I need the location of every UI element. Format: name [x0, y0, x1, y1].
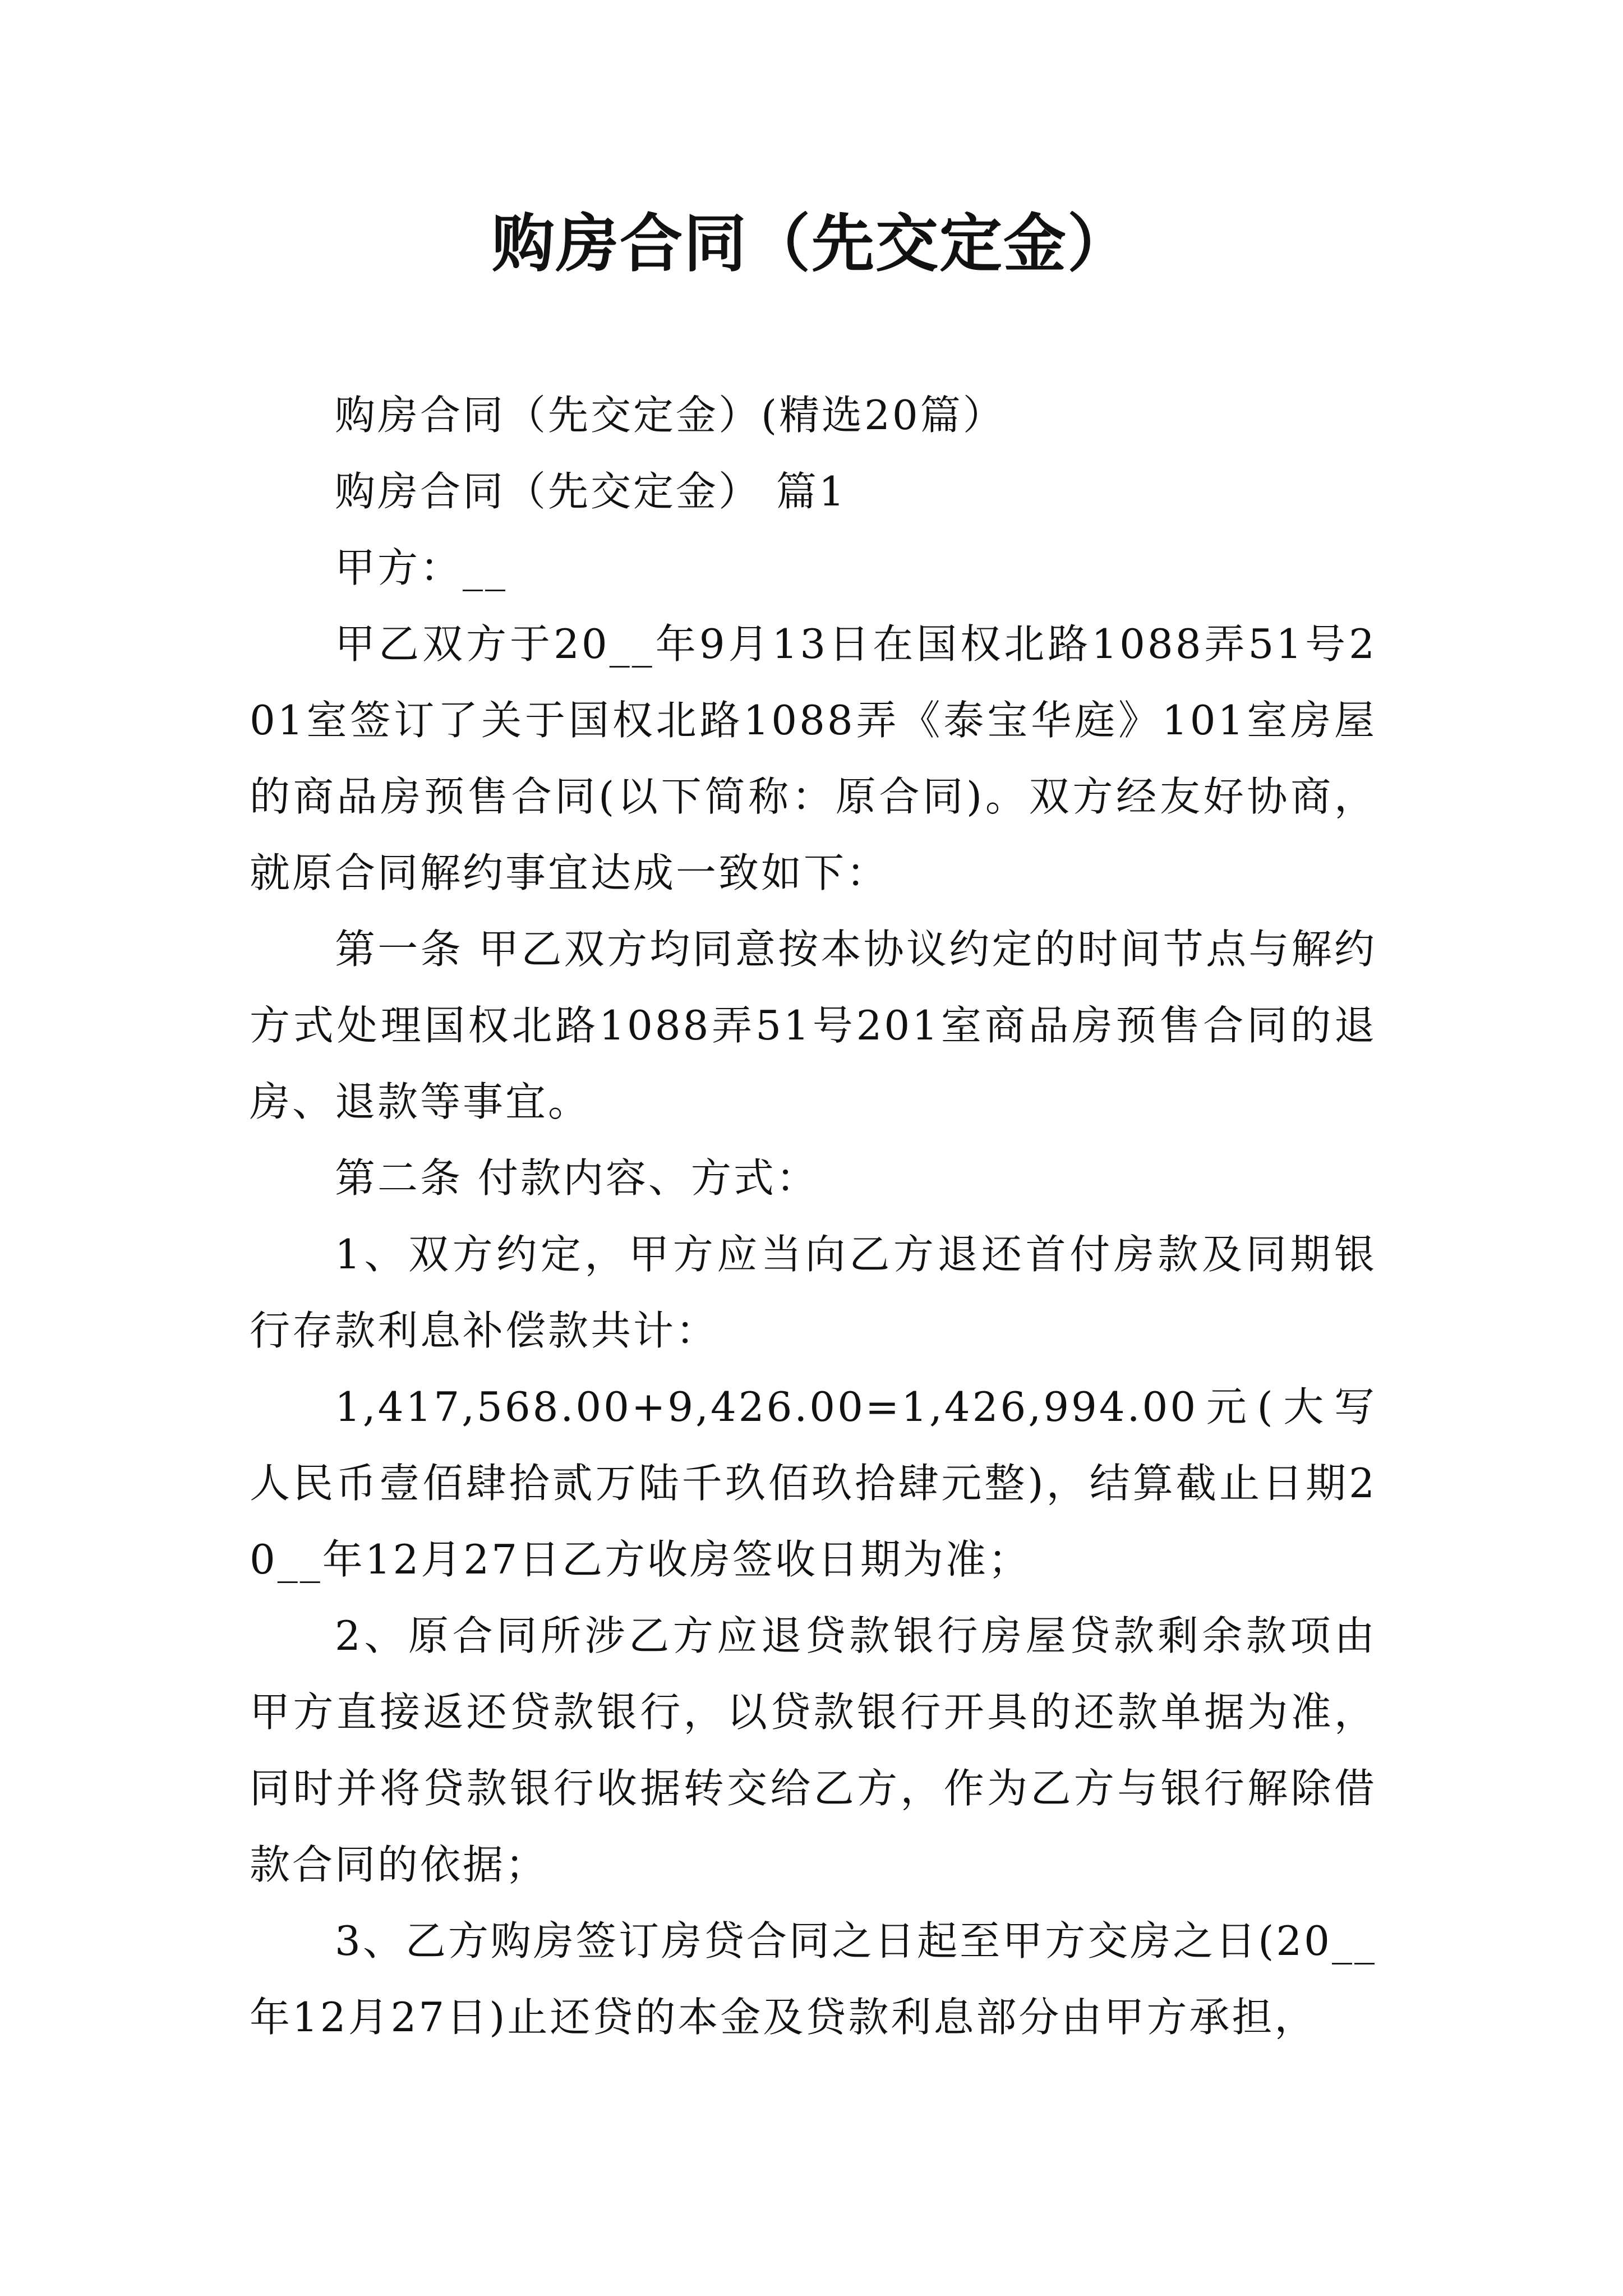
paragraph-item-3: 3、乙方购房签订房贷合同之日起至甲方交房之日(20__年12月27日)止还贷的本金及贷款利息部分由甲方承担， [250, 1917, 1377, 2041]
paragraph-item-2: 2、原合同所涉乙方应退贷款银行房屋贷款剩余款项由甲方直接返还贷款银行，以贷款银行开具的还款单据为准，同时并将贷款银行收据转交给乙方，作为乙方与银行解除借款合同的依据； [250, 1612, 1377, 1888]
document-title: 购房合同（先交定金） [492, 207, 1131, 280]
paragraph-amount: 1,417,568.00+9,426.00=1,426,994.00元(大写人民币壹佰肆拾贰万陆千玖佰玖拾肆元整)，结算截止日期20__年12月27日乙方收房签收日期为准； [250, 1383, 1377, 1583]
paragraph-party-a: 甲方：__ [335, 544, 508, 591]
paragraph-collection-heading: 购房合同（先交定金）(精选20篇） [335, 392, 1006, 439]
paragraph-article-1: 第一条 甲乙双方均同意按本协议约定的时间节点与解约方式处理国权北路1088弄51号201室商品房预售合同的退房、退款等事宜。 [250, 926, 1377, 1125]
paragraph-item-1: 1、双方约定，甲方应当向乙方退还首付房款及同期银行存款利息补偿款共计： [250, 1231, 1377, 1354]
paragraph-preamble: 甲乙双方于20__年9月13日在国权北路1088弄51号201室签订了关于国权北路1088弄《泰宝华庭》101室房屋的商品房预售合同(以下简称：原合同)。双方经友好协商，就原合同解约事宜达成一致如下： [250, 620, 1377, 896]
paragraph-chapter-heading: 购房合同（先交定金） 篇1 [335, 468, 847, 515]
paragraph-article-2: 第二条 付款内容、方式： [335, 1154, 819, 1202]
document-body [250, 377, 1377, 2055]
